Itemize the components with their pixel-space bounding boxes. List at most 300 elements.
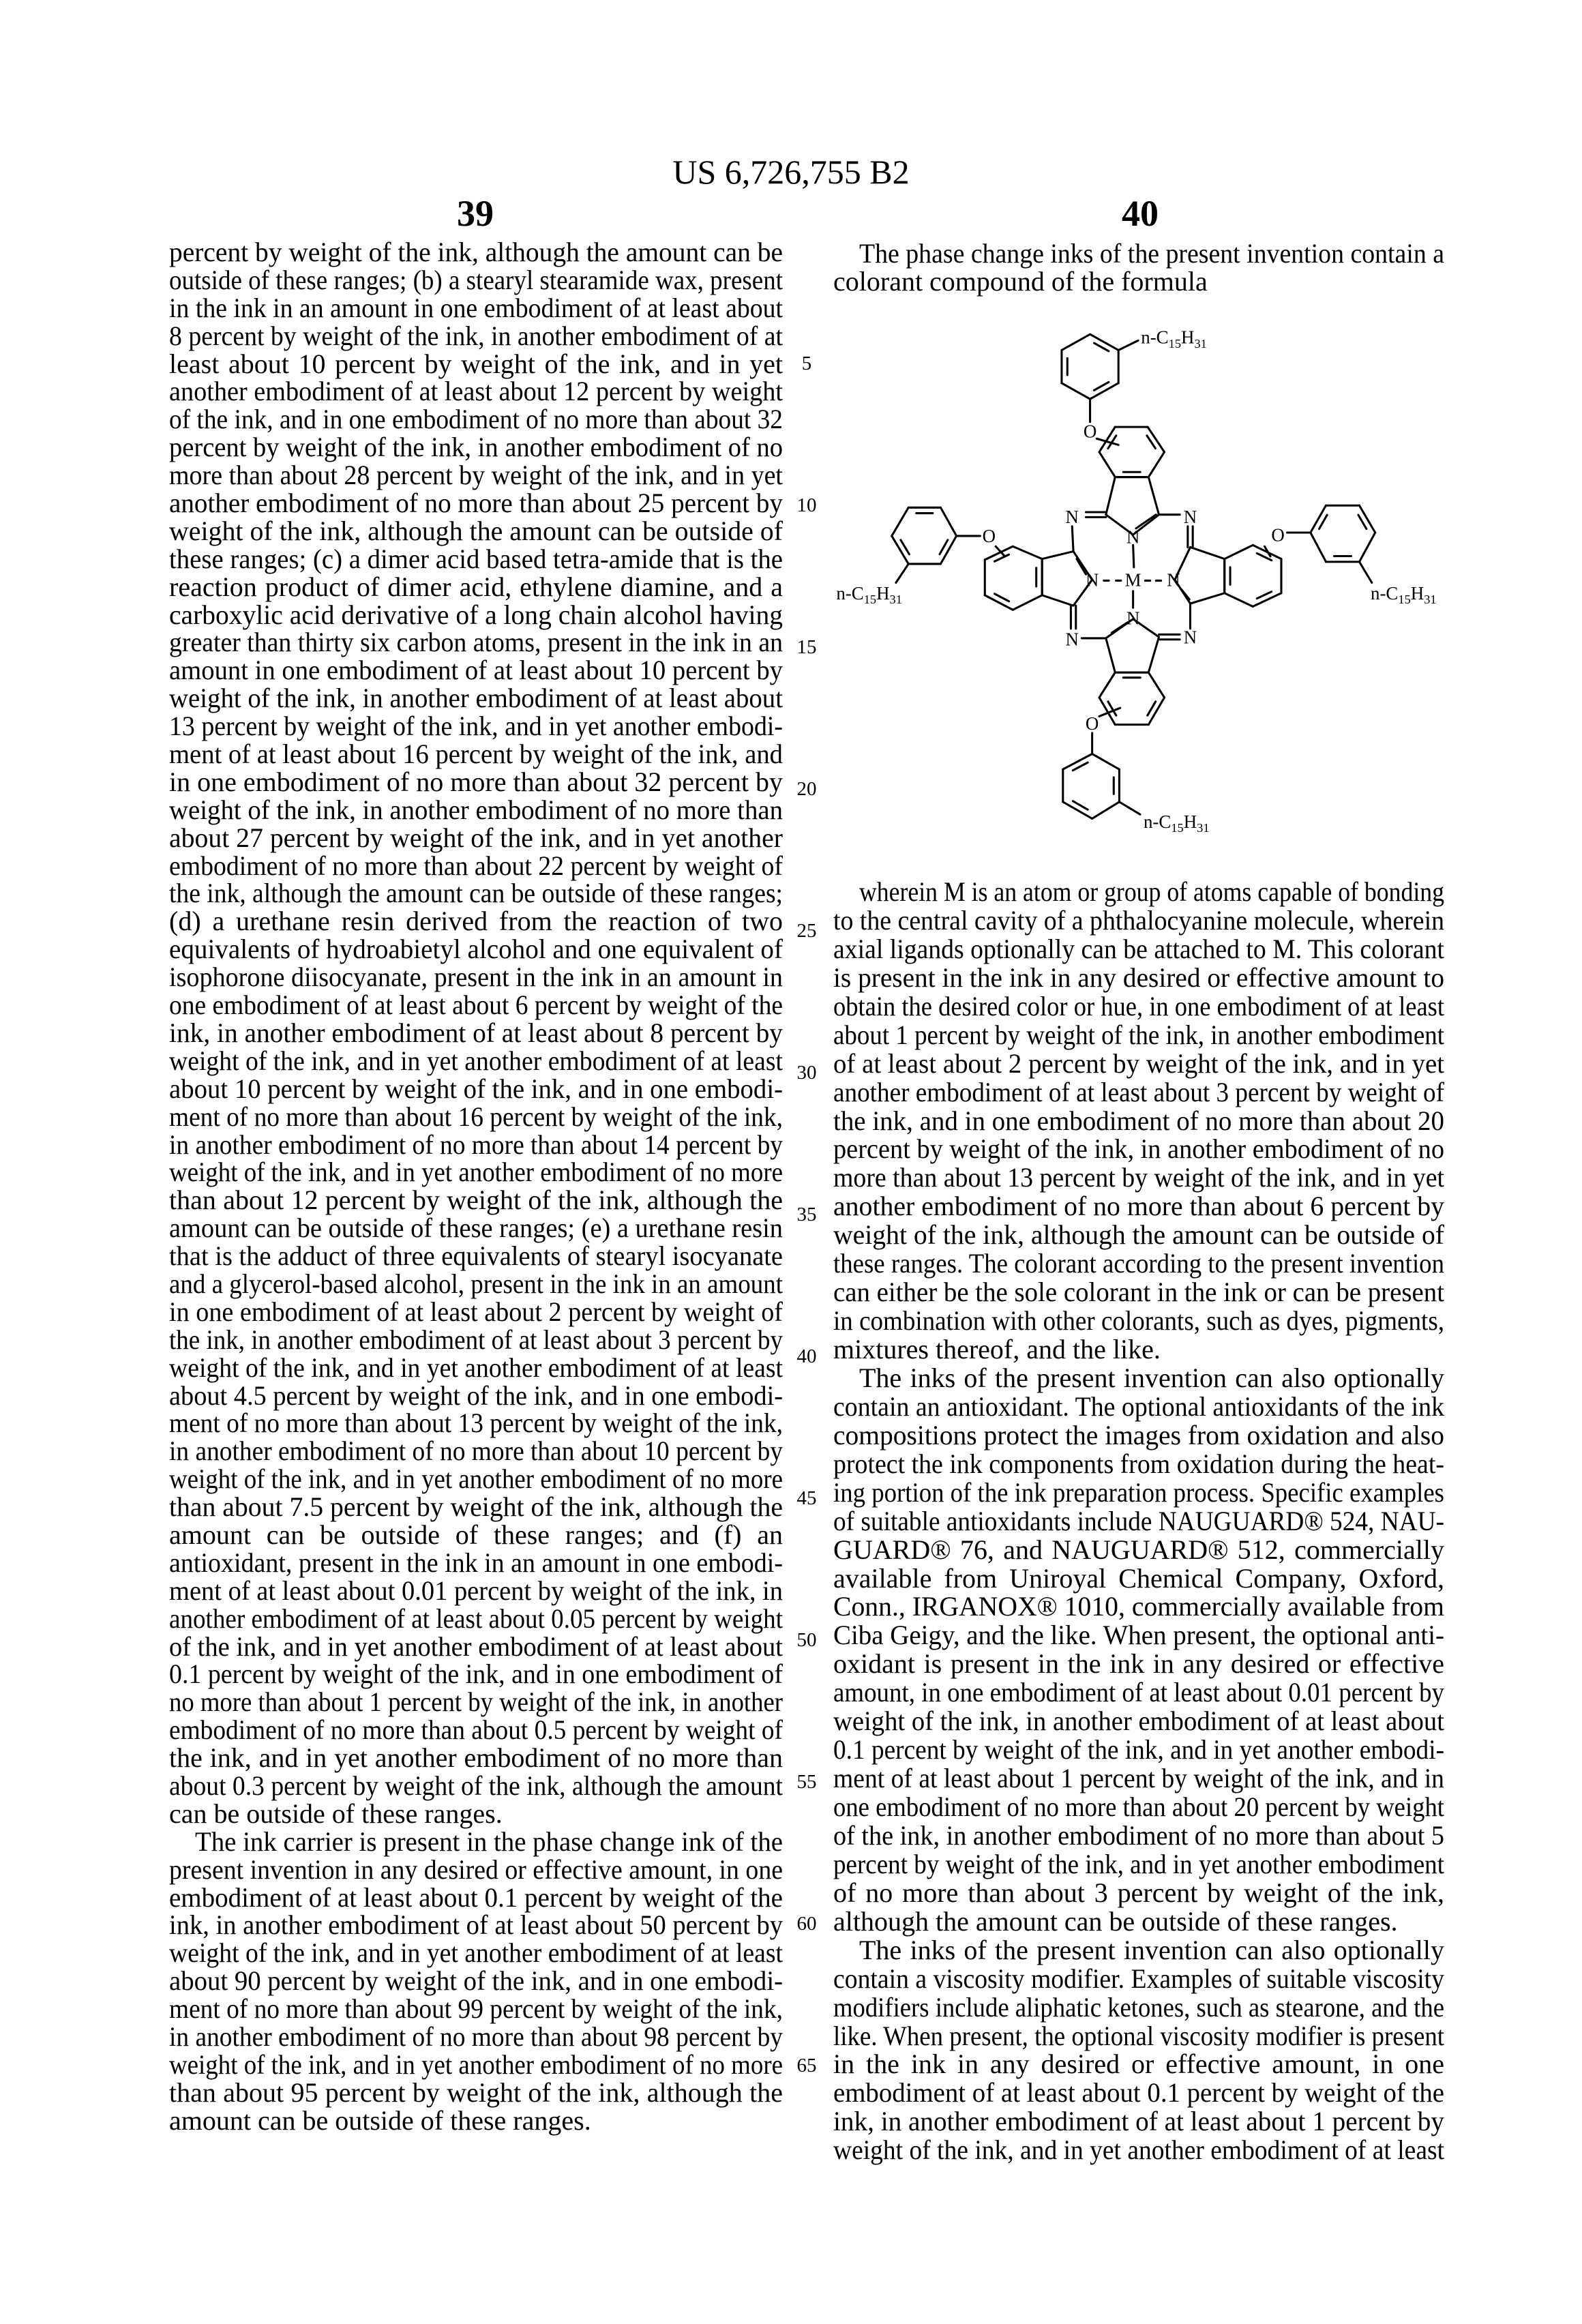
text-line-content: another embodiment of at least about 12 percent by weight: [169, 378, 783, 406]
text-line: [833, 1735, 1444, 1764]
benzo-ring-top: [1148, 452, 1164, 477]
text-line: [833, 1450, 1444, 1478]
text-line-content: another embodiment of no more than about 25 percent by: [169, 490, 783, 518]
line-number: 10: [786, 495, 827, 516]
text-line-content: of no more than about 3 percent by weight of the ink,: [833, 1879, 1444, 1907]
text-line-content: percent by weight of the ink, in another embodiment of no: [833, 1135, 1444, 1163]
text-line-content: percent by weight of the ink, in another embodiment of no: [169, 434, 783, 462]
text-line: [169, 1828, 783, 1856]
text-line: [169, 1716, 783, 1744]
left-page-number: 39: [407, 192, 543, 235]
oxygen-atom-right: O: [1271, 524, 1284, 545]
text-line: [833, 2107, 1444, 2136]
text-line: [169, 1215, 783, 1242]
text-line-content: about 10 percent by weight of the ink, and in one embodi-: [169, 1075, 783, 1103]
text-line: [833, 1278, 1444, 1307]
aza-nitrogen-top-right: N: [1184, 507, 1197, 527]
phenyl-ring-left: [892, 507, 908, 536]
text-line-content: in one embodiment of at least about 2 percent by weight of: [169, 1298, 783, 1326]
substituent-c-count: 15: [1169, 337, 1181, 351]
text-line: [169, 1521, 783, 1549]
text-line: [169, 462, 783, 490]
text-line-content: than about 95 percent by weight of the ink, although the: [169, 2079, 783, 2107]
text-line-content: in the ink in any desired or effective amount, in one: [833, 2050, 1444, 2079]
text-line-content: and a glycerol-based alcohol, present in the ink in an amount: [169, 1270, 783, 1298]
text-line-content: the ink, and in one embodiment of no more than about 20: [833, 1107, 1444, 1135]
text-line: [833, 2136, 1444, 2164]
line-number: 45: [786, 1488, 827, 1508]
text-line: [169, 1326, 783, 1354]
benzo-ring-right: [1253, 593, 1281, 607]
text-line-content: in another embodiment of no more than about 10 percent by: [169, 1437, 783, 1465]
text-line: [833, 2079, 1444, 2107]
line-number: 25: [786, 921, 827, 941]
text-line: [833, 2022, 1444, 2051]
text-line-content: least about 10 percent by weight of the ink, and in yet: [169, 351, 783, 378]
text-line: [169, 1911, 783, 1939]
substituent-h: H: [876, 583, 889, 604]
text-line: [169, 1884, 783, 1912]
text-line-content: colorant compound of the formula: [833, 268, 1208, 296]
text-line: [833, 1307, 1444, 1335]
text-line: [833, 1478, 1444, 1507]
text-line-content: one embodiment of at least about 6 percent by weight of the: [169, 992, 783, 1019]
text-line: [169, 1744, 783, 1772]
text-line-content: (d) a urethane resin derived from the reaction of two: [169, 908, 783, 936]
benzo-ring-left: [1013, 546, 1042, 558]
text-line-content: carboxylic acid derivative of a long chain alcohol having: [169, 601, 783, 629]
text-line: [169, 1633, 783, 1661]
bond: [1072, 526, 1073, 552]
substituent-label-bottom: [1144, 811, 1210, 835]
text-line: [833, 1163, 1444, 1192]
text-line: [169, 1270, 783, 1298]
text-line: [833, 1421, 1444, 1450]
text-line-content: axial ligands optionally can be attached to M. This colorant: [833, 935, 1444, 964]
text-line: [169, 267, 783, 295]
text-line: [833, 1936, 1444, 1965]
text-line: [833, 935, 1444, 964]
benzo-ring-right: [1225, 593, 1253, 607]
text-line: [169, 1382, 783, 1410]
text-line-content: ment of at least about 1 percent by weight of the ink, and in: [833, 1764, 1444, 1793]
text-line-content: one embodiment of no more than about 20 percent by weight: [833, 1793, 1444, 1821]
phthalocyanine-structure-diagram: [798, 259, 1452, 914]
text-line-content: another embodiment of at least about 0.05 percent by weight: [169, 1605, 783, 1633]
pyrrole-ring-bottom: [1106, 638, 1115, 672]
text-line-content: embodiment of at least about 0.1 percent by weight of the: [169, 1884, 783, 1912]
double-bond: [1181, 589, 1189, 599]
text-line: [833, 1965, 1444, 1993]
substituent-c-count: 15: [864, 593, 876, 606]
substituent-h: H: [1184, 811, 1197, 832]
pyrrole-ring-top: [1106, 477, 1115, 515]
text-line-content: of at least about 2 percent by weight of the ink, and in yet: [833, 1049, 1444, 1078]
text-line: [833, 1507, 1444, 1536]
aza-nitrogen-bottom-right: N: [1184, 627, 1197, 647]
text-line: [169, 713, 783, 741]
text-line-content: more than about 13 percent by weight of the ink, and in yet: [833, 1163, 1444, 1192]
text-line: [169, 1939, 783, 1967]
benzo-ring-top: [1099, 452, 1115, 477]
text-line-content: of the ink, in another embodiment of no more than about 5: [833, 1821, 1444, 1850]
text-line-content: about 1 percent by weight of the ink, in another embodiment: [833, 1021, 1444, 1049]
text-line-content: Conn., IRGANOX® 1010, commercially available from: [833, 1592, 1444, 1621]
text-line-content: GUARD® 76, and NAUGUARD® 512, commercially: [833, 1536, 1444, 1564]
bond: [1118, 340, 1138, 350]
substituent-prefix: n-C: [1144, 811, 1171, 832]
line-number: 30: [786, 1062, 827, 1083]
text-line: [169, 1549, 783, 1577]
coordination-bond: [1133, 545, 1134, 567]
text-line-content: ment of at least about 0.01 percent by weight of the ink, in: [169, 1577, 783, 1605]
text-line: [833, 1821, 1444, 1850]
text-line: [169, 1800, 783, 1828]
text-line: [169, 546, 783, 573]
benzo-ring-left: [1013, 595, 1042, 610]
text-line-content: to the central cavity of a phthalocyanine molecule, wherein: [833, 906, 1444, 935]
text-line: [169, 351, 783, 378]
text-line-content: amount in one embodiment of at least about 10 percent by: [169, 657, 783, 685]
double-bond: [995, 594, 1009, 601]
double-bond: [1111, 623, 1127, 633]
text-line: [169, 1493, 783, 1521]
text-line: [169, 2079, 783, 2107]
text-line: [169, 1047, 783, 1075]
text-line-content: available from Uniroyal Chemical Company, Oxford,: [833, 1564, 1444, 1593]
text-line-content: percent by weight of the ink, and in yet another embodiment: [833, 1850, 1444, 1879]
text-line: [169, 1577, 783, 1605]
substituent-h-count: 31: [890, 593, 902, 606]
pyrrole-ring-right: [1191, 547, 1225, 558]
text-line: [833, 1678, 1444, 1707]
line-number: 55: [786, 1772, 827, 1792]
text-line: [169, 880, 783, 908]
text-line-content: The inks of the present invention can also optionally: [859, 1936, 1444, 1965]
bond: [1119, 802, 1140, 814]
text-line: [169, 490, 783, 518]
patent-number-header: US 6,726,755 B2: [0, 151, 1582, 192]
text-line-content: embodiment of no more than about 22 percent by weight of: [169, 852, 783, 880]
text-line: [169, 1995, 783, 2023]
text-line: [169, 1605, 783, 1633]
text-line-content: obtain the desired color or hue, in one embodiment of at least: [833, 992, 1444, 1021]
bond: [1359, 562, 1371, 583]
phenyl-ring-top: [1062, 383, 1090, 399]
text-line: [169, 1660, 783, 1688]
text-line: [169, 1075, 783, 1103]
text-line: [833, 1850, 1444, 1879]
text-line-content: weight of the ink, and in yet another embodiment of at least: [833, 2136, 1444, 2164]
substituent-label-top: [1141, 327, 1207, 351]
text-line-content: weight of the ink, in another embodiment of at least about: [169, 685, 783, 713]
text-line: [833, 1049, 1444, 1078]
text-line: [169, 1465, 783, 1493]
text-line: [169, 769, 783, 796]
text-line: [169, 1187, 783, 1215]
text-line-content: although the amount can be outside of these ranges.: [833, 1907, 1398, 1936]
text-line-content: of suitable antioxidants include NAUGUARD® 524, NAU-: [833, 1507, 1444, 1536]
text-line: [169, 239, 783, 267]
text-line-content: ink, in another embodiment of at least about 50 percent by: [169, 1911, 783, 1939]
phenyl-ring-bottom: [1092, 802, 1120, 818]
line-number: 60: [786, 1913, 827, 1934]
text-line-content: another embodiment of at least about 3 percent by weight of: [833, 1078, 1444, 1107]
text-line: [833, 1592, 1444, 1621]
text-line-content: no more than about 1 percent by weight of the ink, in another: [169, 1688, 783, 1716]
benzo-ring-bottom: [1148, 672, 1164, 698]
substituent-h-count: 31: [1194, 337, 1206, 351]
left-column-text: [169, 239, 783, 2135]
text-line-content: 0.1 percent by weight of the ink, and in yet another embodi-: [833, 1735, 1444, 1764]
text-line-content: can either be the sole colorant in the ink or can be present: [833, 1278, 1444, 1307]
substituent-prefix: n-C: [836, 583, 863, 604]
text-line: [833, 1392, 1444, 1421]
text-line-content: the ink, although the amount can be outside of these ranges;: [169, 880, 783, 908]
text-line: [833, 1107, 1444, 1135]
text-line: [833, 1135, 1444, 1163]
text-line-content: weight of the ink, in another embodiment of no more than: [169, 796, 783, 824]
text-line: [169, 824, 783, 852]
text-line-content: isophorone diisocyanate, present in the ink in an amount in: [169, 964, 783, 992]
text-line: [833, 992, 1444, 1021]
aza-nitrogen-bottom-left: N: [1066, 629, 1079, 649]
substituent-c-count: 15: [1171, 821, 1183, 835]
text-line-content: mixtures thereof, and the like.: [833, 1335, 1161, 1364]
text-line: [833, 2050, 1444, 2079]
line-number: 15: [786, 637, 827, 657]
text-line: [169, 992, 783, 1019]
text-line: [169, 295, 783, 323]
text-line: [169, 1103, 783, 1131]
text-line-content: oxidant is present in the ink in any desired or effective: [833, 1650, 1444, 1678]
text-line-content: the ink, and in yet another embodiment of no more than: [169, 1744, 783, 1772]
text-line: [169, 1688, 783, 1716]
text-line: [169, 434, 783, 462]
text-line: [169, 1019, 783, 1047]
text-line: [169, 1242, 783, 1270]
text-line-content: about 27 percent by weight of the ink, and in yet another: [169, 824, 783, 852]
text-line-content: ment of no more than about 99 percent by weight of the ink,: [169, 1995, 783, 2023]
text-line-content: more than about 28 percent by weight of the ink, and in yet: [169, 462, 783, 490]
text-line: [169, 1410, 783, 1437]
double-bond: [1257, 592, 1271, 599]
text-line-content: amount can be outside of these ranges; and (f) an: [169, 1521, 783, 1549]
text-line-content: weight of the ink, and in yet another embodiment of no more: [169, 2051, 783, 2079]
text-line-content: weight of the ink, and in yet another embodiment of no more: [169, 1465, 783, 1493]
pyrrole-nitrogen-top: N: [1126, 526, 1139, 547]
text-line-content: the ink, in another embodiment of at least about 3 percent by: [169, 1326, 783, 1354]
text-line-content: weight of the ink, although the amount can be outside of: [833, 1221, 1444, 1249]
text-line: [833, 1707, 1444, 1735]
line-number: 50: [786, 1630, 827, 1650]
text-line-content: wherein M is an atom or group of atoms capable of bonding: [859, 878, 1444, 906]
text-line: [169, 629, 783, 657]
text-line: [169, 796, 783, 824]
text-line-content: 13 percent by weight of the ink, and in yet another embodi-: [169, 713, 783, 741]
text-line: [833, 1621, 1444, 1650]
text-line-content: present invention in any desired or effective amount, in one: [169, 1856, 783, 1884]
text-line: [833, 1335, 1444, 1364]
text-line-content: greater than thirty six carbon atoms, present in the ink in an: [169, 629, 783, 657]
text-line: [169, 741, 783, 769]
phenyl-ring-right: [1311, 533, 1326, 562]
text-line: [833, 1192, 1444, 1221]
text-line-content: ment of at least about 16 percent by weight of the ink, and: [169, 741, 783, 769]
text-line: [169, 852, 783, 880]
text-line-content: about 4.5 percent by weight of the ink, and in one embodi-: [169, 1382, 783, 1410]
text-line-content: compositions protect the images from oxidation and also: [833, 1421, 1444, 1450]
text-line-content: The inks of the present invention can also optionally: [859, 1364, 1444, 1392]
text-line-content: than about 12 percent by weight of the ink, although the: [169, 1187, 783, 1215]
text-line-content: ink, in another embodiment of at least about 8 percent by: [169, 1019, 783, 1047]
oxygen-atom-left: O: [983, 526, 996, 546]
text-line: [833, 1221, 1444, 1249]
text-line-content: than about 7.5 percent by weight of the ink, although the: [169, 1493, 783, 1521]
line-number: 5: [786, 353, 827, 374]
text-line: [169, 936, 783, 964]
substituent-label-left: [836, 583, 902, 606]
aza-nitrogen-top-left: N: [1066, 507, 1079, 527]
text-line-content: weight of the ink, and in yet another embodiment of at least: [169, 1354, 783, 1382]
text-line-content: weight of the ink, in another embodiment of at least about: [833, 1707, 1444, 1735]
text-line: [833, 1907, 1444, 1936]
text-line: [169, 1131, 783, 1159]
text-line: [169, 1437, 783, 1465]
text-line-content: 8 percent by weight of the ink, in another embodiment of at: [169, 323, 783, 351]
text-line: [169, 1159, 783, 1187]
text-line-content: weight of the ink, and in yet another embodiment of no more: [169, 1159, 783, 1187]
text-line-content: The phase change inks of the present invention contain a: [859, 240, 1444, 268]
text-line: [833, 1364, 1444, 1392]
substituent-prefix: n-C: [1141, 327, 1168, 348]
benzo-ring-left: [985, 595, 1013, 610]
text-line: [169, 685, 783, 713]
pyrrole-nitrogen-bottom: N: [1126, 608, 1139, 629]
pyrrole-nitrogen-left: N: [1086, 569, 1099, 590]
substituent-h-count: 31: [1424, 593, 1436, 606]
text-line: [169, 573, 783, 601]
pyrrole-ring-left: [1042, 595, 1073, 606]
phenyl-ring-left: [940, 507, 956, 536]
text-line-content: of the ink, and in yet another embodiment of at least about: [169, 1633, 783, 1661]
text-line: [169, 2107, 783, 2135]
substituent-h-count: 31: [1197, 821, 1209, 835]
text-line-content: modifiers include aliphatic ketones, such as stearone, and the: [833, 1993, 1444, 2022]
text-line-content: in the ink in an amount in one embodiment of at least about: [169, 295, 783, 323]
text-line-content: can be outside of these ranges.: [169, 1800, 503, 1828]
text-line-content: amount can be outside of these ranges; (e) a urethane resin: [169, 1215, 783, 1242]
text-line: [169, 1354, 783, 1382]
line-number: 35: [786, 1204, 827, 1225]
line-number: 40: [786, 1346, 827, 1367]
substituent-h: H: [1181, 327, 1194, 348]
text-line: [833, 964, 1444, 992]
text-line-content: 0.1 percent by weight of the ink, and in one embodiment of: [169, 1660, 783, 1688]
text-line: [833, 1564, 1444, 1593]
text-line: [833, 1650, 1444, 1678]
text-line-content: embodiment of at least about 0.1 percent by weight of the: [833, 2079, 1444, 2107]
text-line-content: contain an antioxidant. The optional antioxidants of the ink: [833, 1392, 1444, 1421]
text-line-content: Ciba Geigy, and the like. When present, the optional anti-: [833, 1621, 1444, 1650]
phenyl-ring-bottom: [1092, 754, 1120, 770]
text-line-content: antioxidant, present in the ink in an amount in one embodi-: [169, 1549, 783, 1577]
text-line: [169, 2023, 783, 2051]
text-line-content: is present in the ink in any desired or effective amount to: [833, 964, 1444, 992]
text-line-content: about 0.3 percent by weight of the ink, although the amount: [169, 1772, 783, 1800]
text-line-content: ink, in another embodiment of at least about 1 percent by: [833, 2107, 1444, 2136]
text-line-content: ment of no more than about 13 percent by weight of the ink,: [169, 1410, 783, 1437]
substituent-c-count: 15: [1398, 593, 1410, 606]
text-line: [169, 657, 783, 685]
text-line-content: contain a viscosity modifier. Examples of suitable viscosity: [833, 1965, 1444, 1993]
text-line: [833, 1793, 1444, 1821]
text-line-content: amount, in one embodiment of at least about 0.01 percent by: [833, 1678, 1444, 1707]
text-line: [169, 1298, 783, 1326]
metal-center-m: M: [1125, 569, 1141, 590]
text-line-content: these ranges. The colorant according to the present invention: [833, 1249, 1444, 1278]
text-line: [833, 1021, 1444, 1049]
text-line: [833, 1879, 1444, 1907]
text-line-content: ing portion of the ink preparation process. Specific examples: [833, 1478, 1444, 1507]
text-line-content: embodiment of no more than about 0.5 percent by weight of: [169, 1716, 783, 1744]
text-line: [169, 323, 783, 351]
oxygen-atom-bottom: O: [1086, 713, 1099, 734]
text-line-content: that is the adduct of three equivalents of stearyl isocyanate: [169, 1242, 783, 1270]
text-line-content: reaction product of dimer acid, ethylene diamine, and a: [169, 573, 783, 601]
text-line-content: weight of the ink, and in yet another embodiment of at least: [169, 1939, 783, 1967]
benzo-ring-bottom: [1099, 672, 1115, 698]
text-line: [169, 518, 783, 546]
substituent-prefix: n-C: [1371, 583, 1398, 604]
line-number: 20: [786, 779, 827, 799]
text-line-content: in another embodiment of no more than about 98 percent by: [169, 2023, 783, 2051]
text-line: [169, 964, 783, 992]
text-line: [169, 1967, 783, 1995]
text-line-content: percent by weight of the ink, although the amount can be: [169, 239, 783, 267]
pyrrole-ring-top: [1148, 477, 1159, 515]
text-line: [833, 1993, 1444, 2022]
text-line-content: weight of the ink, and in yet another embodiment of at least: [169, 1047, 783, 1075]
phenyl-ring-top: [1062, 334, 1090, 350]
text-line-content: The ink carrier is present in the phase change ink of the: [195, 1828, 783, 1856]
text-line: [169, 406, 783, 434]
text-line-content: equivalents of hydroabietyl alcohol and one equivalent of: [169, 936, 783, 964]
text-line-content: amount can be outside of these ranges.: [169, 2107, 591, 2135]
text-line: [169, 1856, 783, 1884]
text-line-content: outside of these ranges; (b) a stearyl stearamide wax, present: [169, 267, 783, 295]
text-line-content: of the ink, and in one embodiment of no more than about 32: [169, 406, 783, 434]
substituent-h: H: [1411, 583, 1424, 604]
text-line-content: another embodiment of no more than about 6 percent by: [833, 1192, 1444, 1221]
text-line-content: in another embodiment of no more than about 14 percent by: [169, 1131, 783, 1159]
text-line: [833, 1764, 1444, 1793]
phenyl-ring-right: [1359, 533, 1375, 562]
text-line: [833, 1536, 1444, 1564]
benzo-ring-right: [1225, 545, 1253, 558]
pyrrole-ring-left: [1042, 552, 1073, 559]
text-line-content: these ranges; (c) a dimer acid based tetra-amide that is the: [169, 546, 783, 573]
double-bond: [995, 554, 1009, 561]
substituent-label-right: [1371, 583, 1437, 606]
pyrrole-ring-bottom: [1148, 637, 1159, 672]
text-line-content: about 90 percent by weight of the ink, and in one embodi-: [169, 1967, 783, 1995]
text-line-content: weight of the ink, although the amount can be outside of: [169, 518, 783, 546]
right-page-number: 40: [1072, 192, 1208, 235]
pyrrole-ring-right: [1191, 593, 1225, 604]
pyrrole-nitrogen-right: N: [1167, 569, 1180, 590]
text-line-content: in one embodiment of no more than about 32 percent by: [169, 769, 783, 796]
